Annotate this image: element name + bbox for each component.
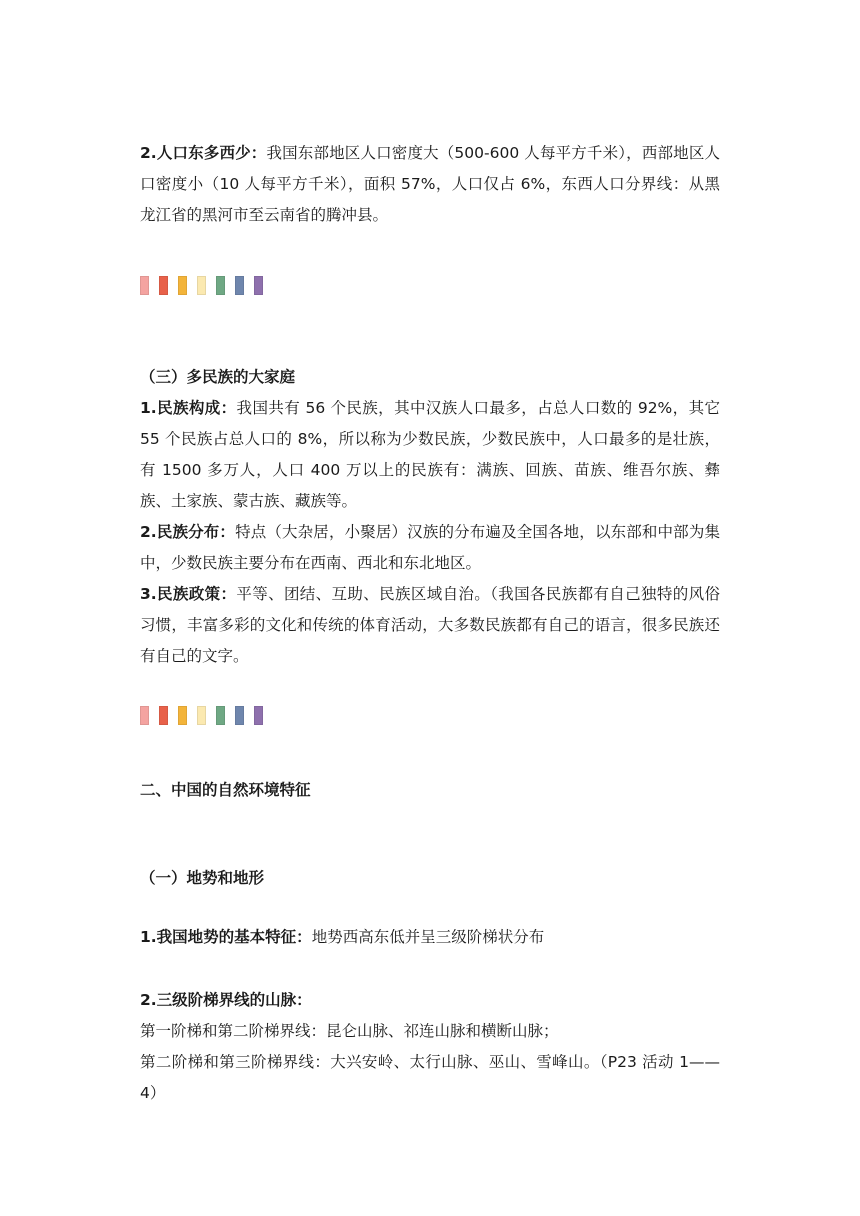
paragraph-label: 3.民族政策： [140,585,237,603]
color-swatch [254,276,263,295]
section-heading-terrain: （一）地势和地形 [140,869,265,887]
paragraph-text: 特点（大杂居，小聚居）汉族的分布遍及全国各地，以东部和中部为集中，少数民族主要分布在西南、西北和东北地区。 [140,523,720,572]
color-swatch-row [140,706,273,726]
paragraph-step-boundaries [140,985,720,1109]
color-swatch [254,706,263,725]
paragraph-label: 2.人口东多西少： [140,144,267,162]
paragraph-label: 1.民族构成： [140,399,237,417]
paragraph-label: 2.民族分布： [140,523,236,541]
chapter-heading-natural-environment: 二、中国的自然环境特征 [140,781,311,799]
color-swatch [159,706,168,725]
color-swatch [216,706,225,725]
paragraph-line: 第二阶梯和第三阶梯界线：大兴安岭、太行山脉、巫山、雪峰山。（P23 活动 1——4） [140,1053,720,1102]
color-swatch [140,706,149,725]
paragraph-text: 我国东部地区人口密度大（500-600 人每平方千米），西部地区人口密度小（10 人每平方千米），面积 57%，人口仅占 6%，东西人口分界线：从黑龙江省的黑河市至云南省的腾冲县。 [140,144,720,224]
paragraph-label: 2.三级阶梯界线的山脉： [140,991,312,1009]
color-swatch [197,276,206,295]
paragraph-label: 1.我国地势的基本特征： [140,928,312,946]
color-swatch [216,276,225,295]
paragraph-ethnic-policy [140,579,720,672]
paragraph-text: 我国共有 56 个民族，其中汉族人口最多，占总人口数的 92%，其它 55 个民族占总人口的 8%，所以称为少数民族，少数民族中，人口最多的是壮族，有 1500 多万人，人口 400 万以上的民族有：满族、回族、苗族、维吾尔族、彝族、土家族、蒙古族、藏族等。 [140,399,720,510]
paragraph-line: 第一阶梯和第二阶梯界线：昆仑山脉、祁连山脉和横断山脉； [140,1022,559,1040]
color-swatch [140,276,149,295]
paragraph-ethnic-composition [140,393,720,517]
color-swatch [159,276,168,295]
color-swatch [178,706,187,725]
paragraph-text: 地势西高东低并呈三级阶梯状分布 [311,928,545,946]
section-heading-ethnic-family: （三）多民族的大家庭 [140,368,296,386]
paragraph-population-distribution [140,138,720,231]
paragraph-terrain-feature [140,922,720,953]
color-swatch [235,276,244,295]
paragraph-text: 平等、团结、互助、民族区域自治。（我国各民族都有自己独特的风俗习惯，丰富多彩的文化和传统的体育活动，大多数民族都有自己的语言，很多民族还有自己的文字。 [140,585,720,665]
color-swatch [178,276,187,295]
color-swatch [197,706,206,725]
color-swatch [235,706,244,725]
color-swatch-row [140,276,273,296]
paragraph-ethnic-distribution [140,517,720,579]
